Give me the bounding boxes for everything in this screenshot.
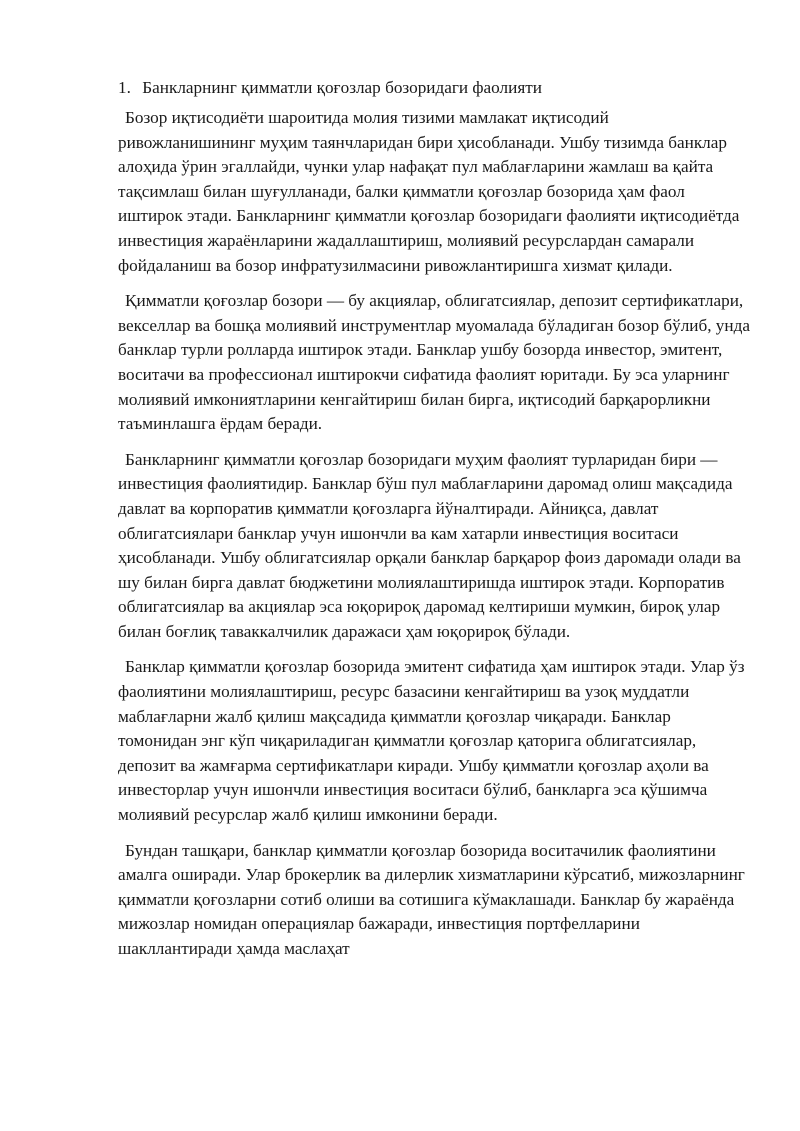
- paragraph-3: Банкларнинг қимматли қоғозлар бозоридаги муҳим фаолият турларидан бири — инвестиция фаолиятидир. Банклар бўш пул маблағларини даромад олиш мақсадида давлат ва корпоратив қимматли қоғозларга йўналтиради. Айниқса, давлат облигатсиялари банклар учун ишончли ва кам хатарли инвестиция воситаси ҳисобланади. Ушбу облигатсиялар орқали банклар барқарор фоиз даромади олади ва шу билан бирга давлат бюджетини молиялаштиришда иштирок этади. Корпоратив облигатсиялар ва акциялар эса юқорироқ даромад келтириши мумкин, бироқ улар билан боғлиқ таваккалчилик даражаси ҳам юқорироқ бўлади.: [118, 449, 741, 641]
- paragraph-4: Банклар қимматли қоғозлар бозорида эмитент сифатида ҳам иштирок этади. Улар ўз фаолиятини молиялаштириш, ресурс базасини кенгайтириш ва узоқ муддатли маблағларни жалб қилиш мақсадида қимматли қоғозлар чиқаради. Банклар томонидан энг кўп чиқариладиган қимматли қоғозлар қаторига облигатсиялар, депозит ва жамғарма сертификатлари киради. Ушбу қимматли қоғозлар аҳоли ва инвесторлар учун ишончли инвестиция воситаси бўлиб, банкларга эса қўшимча молиявий ресурслар жалб қилиш имконини беради.: [118, 657, 745, 825]
- paragraph-2: Қимматли қоғозлар бозори — бу акциялар, облигатсиялар, депозит сертификатлари, векселлар ва бошқа молиявий инструментлар муомалада бўладиган бозор бўлиб, унда банклар турли ролларда иштирок этади. Банклар ушбу бозорда инвестор, эмитент, воситачи ва профессионал иштирокчи сифатида фаолият юритади. Бу эса уларнинг молиявий имкониятларини кенгайтириш билан бирга, иқтисодий барқарорликни таъминлашга ёрдам беради.: [118, 291, 750, 434]
- document-page: [118, 76, 750, 973]
- section-heading: [118, 76, 750, 100]
- section-title: Банкларнинг қимматли қоғозлар бозоридаги фаолияти: [142, 78, 542, 97]
- section-number: 1.: [118, 78, 131, 97]
- paragraph-1: Бозор иқтисодиёти шароитида молия тизими мамлакат иқтисодий ривожланишининг муҳим таянчларидан бири ҳисобланади. Ушбу тизимда банклар алоҳида ўрин эгаллайди, чунки улар нафақат пул маблағларини жамлаш ва қайта тақсимлаш билан шуғулланади, балки қимматли қоғозлар бозорида ҳам фаол иштирок этади. Банкларнинг қимматли қоғозлар бозоридаги фаолияти иқтисодиётда инвестиция жараёнларини жадаллаштириш, молиявий ресурслардан самарали фойдаланиш ва бозор инфратузилмасини ривожлантиришга хизмат қилади.: [118, 108, 740, 275]
- paragraph-5: Бундан ташқари, банклар қимматли қоғозлар бозорида воситачилик фаолиятини амалга оширади. Улар брокерлик ва дилерлик хизматларини кўрсатиб, мижозларнинг қимматли қоғозларни сотиб олиши ва сотишига кўмаклашади. Банклар бу жараёнда мижозлар номидан операциялар бажаради, инвестиция портфелларини шакллантиради ҳамда маслаҳат: [118, 840, 745, 958]
